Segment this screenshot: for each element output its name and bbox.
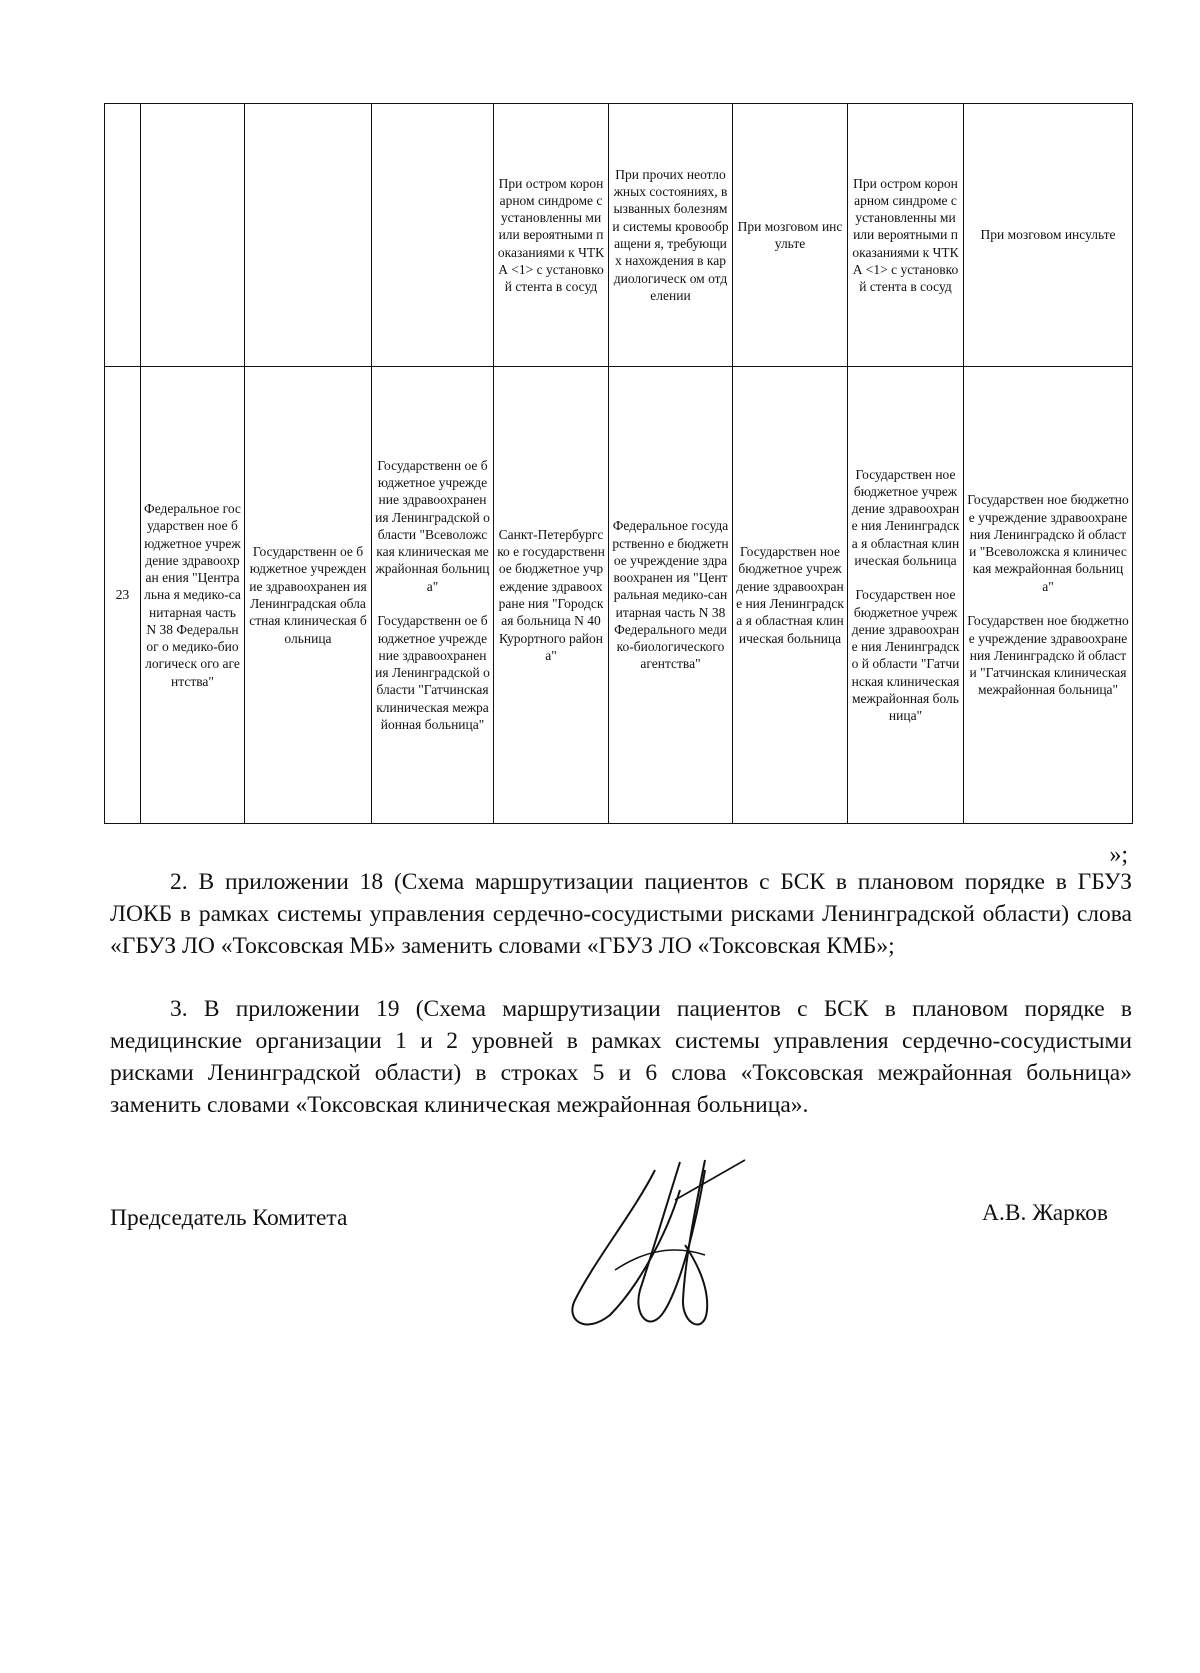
cell-text: Санкт-Петербургско е государственн ое бюджетное учреждение здравоохране ния "Городская больница N 40 Курортного района" [497,526,605,663]
signer-position-title: Председатель Комитета [110,1205,348,1231]
table-cell [141,367,245,824]
header-cell-text: При остром коронарном синдроме с установленны ми или вероятными показаниями к ЧТКА <1> с установкой стента в сосуд [497,175,605,295]
header-cell [848,104,964,367]
cell-text: Государствен ное бюджетное учреждение здравоохране ния Ленинградско й области "Всеволожска я клиническая межрайонная больница" Государствен ное бюджетное учреждение здравоохране ния Ленинградско й области "Гатчинская клиническая межрайонная больница" [967,492,1129,698]
cell-text: Государствен ное бюджетное учреждение здравоохране ния Ленинградска я областная клиническая больница Государствен ное бюджетное учреждение здравоохране ния Ленинградско й области "Гатчинская клиническая межрайонная больница" [851,466,960,724]
header-cell-text: При мозговом инсульте [737,218,843,251]
cell-text: Государственн ое бюджетное учреждение здравоохранен ия Ленинградской области "Всеволожская клиническая межрайонная больница" Государственн ое бюджетное учреждение здравоохранен ия Ленинградской области "Гатчинская клиническая межрайонная больница" [375,457,490,732]
paragraph-item-2: 2. В приложении 18 (Схема маршрутизации пациентов с БСК в плановом порядке в ГБУЗ ЛОКБ в рамках системы управления сердечно-сосудистыми рисками Ленинградской области) слова «ГБУЗ ЛО «Токсовская МБ» заменить словами «ГБУЗ ЛО «Токсовская КМБ»; [110,869,1132,959]
header-cell [733,104,848,367]
table-cell [964,367,1133,824]
table-cell [245,367,372,824]
handwritten-signature [555,1150,765,1350]
table-cell [733,367,848,824]
routing-table [104,103,1133,824]
cell-text: Государственн ое бюджетное учреждение здравоохранен ия Ленинградская областная клиническая больница [249,544,367,646]
table-cell [494,367,609,824]
cell-text: Федеральное государствен ное бюджетное учреждение здравоохран ения "Центральна я медико-санитарная часть N 38 Федеральног о медико-биологическ ого агентства" [144,501,241,689]
header-cell [245,104,372,367]
header-cell [609,104,733,367]
header-cell [105,104,141,367]
header-cell-text: При прочих неотложных состояниях, вызванных болезнями системы кровообращени я, требующих нахождения в кардиологическ ом отделении [612,166,729,303]
table-row [105,367,1133,824]
table-cell [609,367,733,824]
header-cell [964,104,1133,367]
cell-text: Государствен ное бюджетное учреждение здравоохране ния Ленинградска я областная клиническая больница [736,544,844,646]
header-cell-text: При остром коронарном синдроме с установленны ми или вероятными показаниями к ЧТКА <1> с установкой стента в сосуд [852,175,959,295]
signer-name: А.В. Жарков [982,1200,1108,1226]
header-cell [141,104,245,367]
table-cell [848,367,964,824]
header-cell [494,104,609,367]
header-cell [372,104,494,367]
closing-quote-mark: »; [1109,842,1128,868]
row-number-cell [105,367,141,824]
cell-text: Федеральное государственно е бюджетное учреждение здравоохранен ия "Центральная медико-санитарная часть N 38 Федерального медико-биологического агентства" [612,518,729,672]
paragraph-item-3: 3. В приложении 19 (Схема маршрутизации пациентов с БСК в плановом порядке в медицинские организации 1 и 2 уровней в рамках системы управления сердечно-сосудистыми рисками Ленинградской области) в строках 5 и 6 слова «Токсовская межрайонная больница» заменить словами «Токсовская клиническая межрайонная больница». [110,996,1132,1118]
table-header-row [105,104,1133,367]
table-cell [372,367,494,824]
header-cell-text: При мозговом инсульте [980,227,1116,243]
cell-text: 23 [115,587,130,603]
routing-table-container [104,103,1132,824]
